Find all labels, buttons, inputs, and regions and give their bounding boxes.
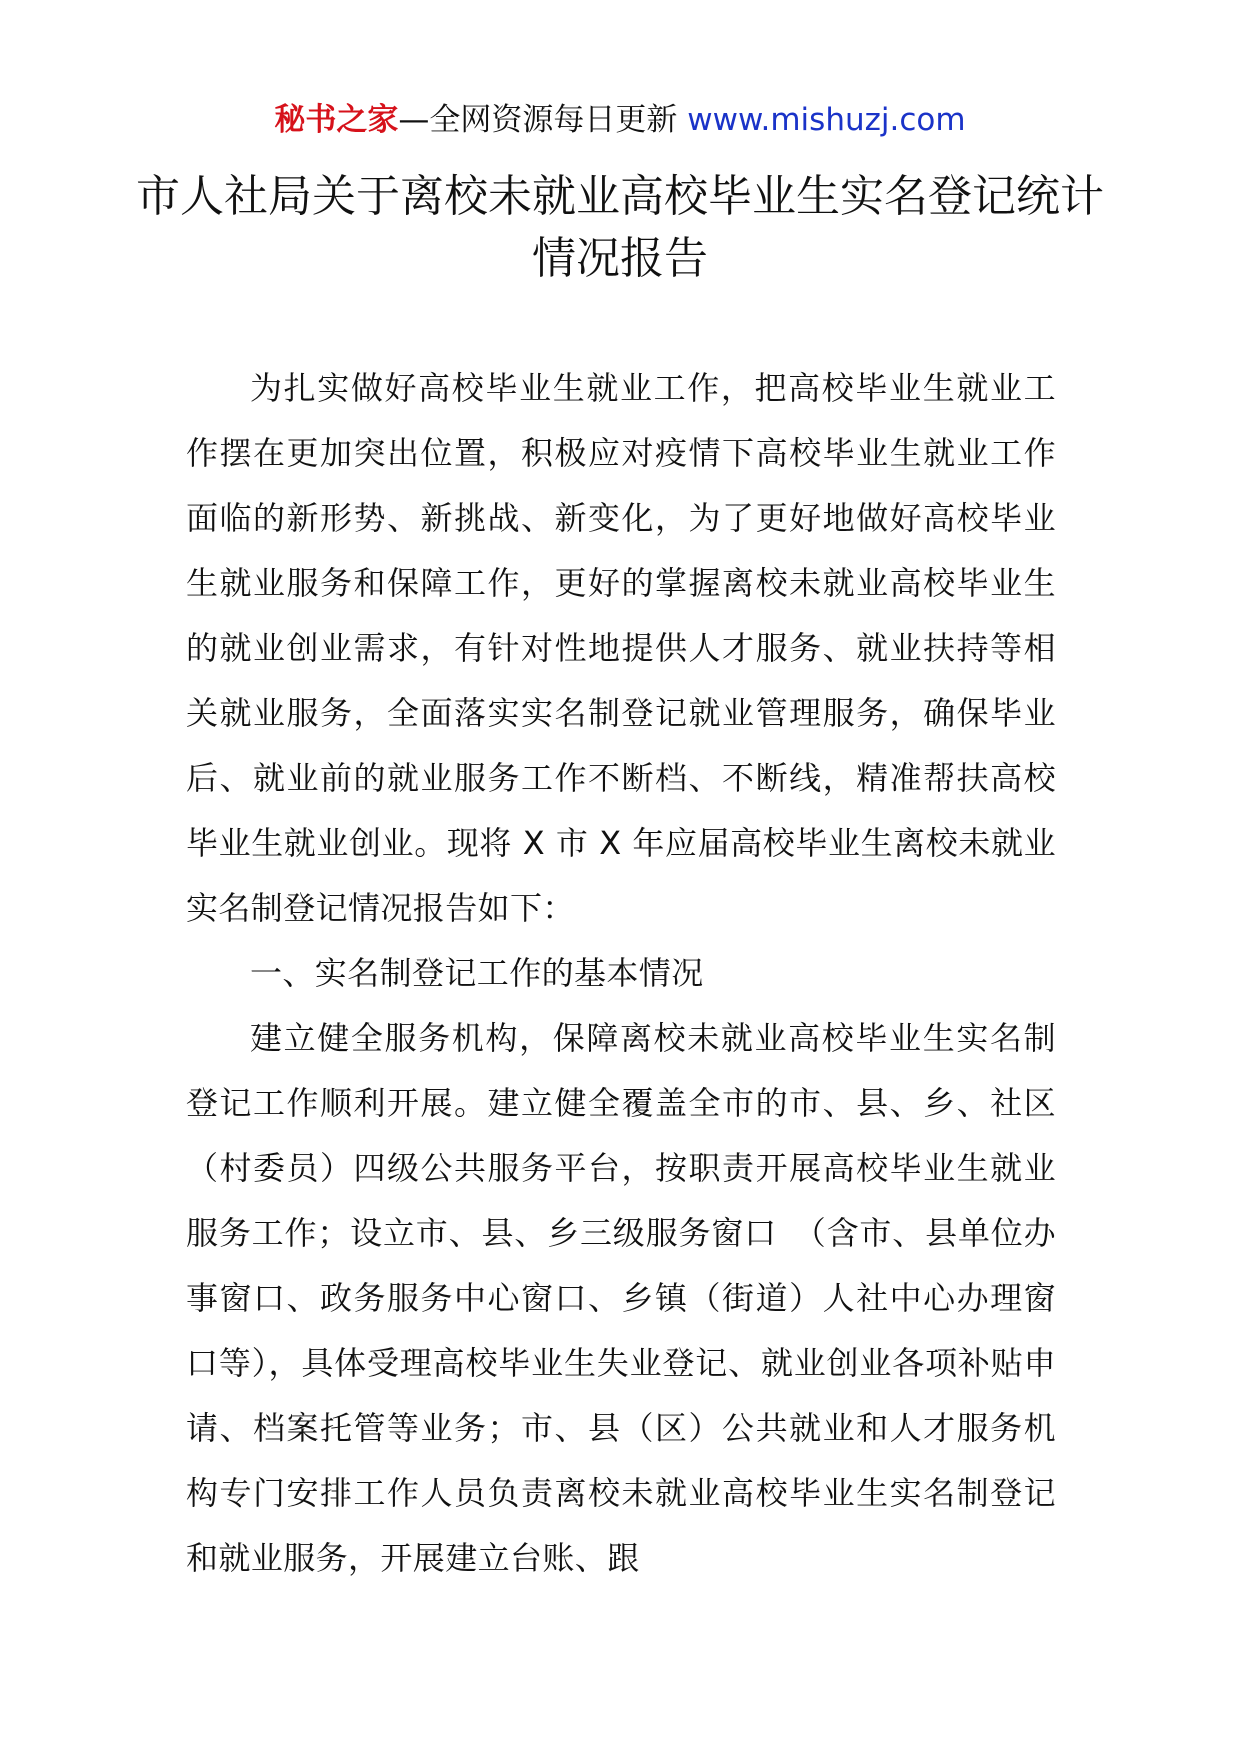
paragraph-service-agencies: 建立健全服务机构，保障离校未就业高校毕业生实名制登记工作顺利开展。建立健全覆盖全市的市、县、乡、社区（村委员）四级公共服务平台，按职责开展高校毕业生就业服务工作；设立市、县、乡三级服务窗口 （含市、县单位办事窗口、政务服务中心窗口、乡镇（街道）人社中心办理窗口等），具体受理高校毕业生失业登记、就业创业各项补贴申请、档案托管等业务；市、县（区）公共就业和人才服务机构专门安排工作人员负责离校未就业高校毕业生实名制登记和就业服务，开展建立台账、跟 bbox=[186, 1019, 1056, 1577]
site-url-link[interactable]: www.mishuzj.com bbox=[687, 102, 966, 138]
paragraph-intro: 为扎实做好高校毕业生就业工作，把高校毕业生就业工作摆在更加突出位置，积极应对疫情下高校毕业生就业工作面临的新形势、新挑战、新变化，为了更好地做好高校毕业生就业服务和保障工作，更好的掌握离校未就业高校毕业生的就业创业需求，有针对性地提供人才服务、就业扶持等相关就业服务，全面落实实名制登记就业管理服务，确保毕业后、就业前的就业服务工作不断档、不断线，精准帮扶高校毕业生就业创业。现将 X 市 X 年应届高校毕业生离校未就业实名制登记情况报告如下： bbox=[186, 369, 1056, 927]
document-body bbox=[186, 356, 1056, 1591]
header-slogan: —全网资源每日更新 bbox=[398, 102, 688, 138]
document-title: 市人社局关于离校未就业高校毕业生实名登记统计情况报告 bbox=[136, 171, 1104, 284]
brand-name: 秘书之家 bbox=[274, 102, 399, 138]
site-header bbox=[0, 100, 1240, 140]
section-heading: 一、实名制登记工作的基本情况 bbox=[250, 954, 704, 992]
